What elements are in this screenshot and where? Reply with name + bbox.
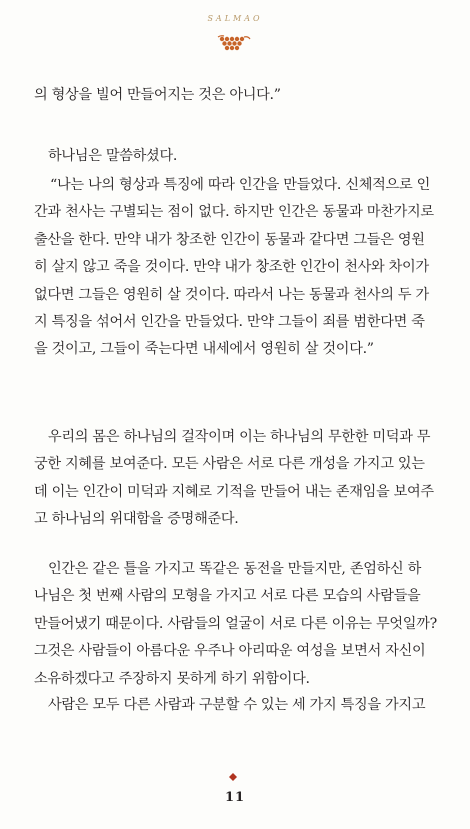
- text-line: 지 특징을 섞어서 인간을 만들었다. 만약 그들이 죄를 범한다면 죽: [34, 313, 425, 330]
- text-line: 히 살지 않고 죽을 것이다. 만약 내가 창조한 인간이 천사와 차이가: [34, 259, 429, 276]
- text-line: 출산을 한다. 만약 내가 창조한 인간이 동물과 같다면 그들은 영원: [34, 231, 425, 248]
- paragraph-god-spoke: [34, 143, 444, 170]
- text-line: 만들어냈기 때문이다. 사람들의 얼굴이 서로 다른 이유는 무엇일까?: [34, 615, 437, 632]
- grape-ornament-icon: [216, 34, 252, 52]
- paragraph-continuation: [34, 82, 444, 109]
- text-line: 하나님은 말씀하셨다.: [48, 148, 178, 164]
- paragraph-three-traits: [34, 692, 444, 719]
- paragraph-coin-mold: [34, 556, 444, 693]
- text-line: 간과 천사는 구별되는 점이 없다. 하지만 인간은 동물과 마찬가지로: [34, 204, 434, 221]
- page-number: 11: [224, 790, 246, 805]
- text-line: 소유하겠다고 주장하지 못하게 하기 위함이다.: [34, 670, 310, 687]
- text-line: 없다면 그들은 영원히 살 것이다. 따라서 나는 동물과 천사의 두 가: [34, 286, 429, 303]
- diamond-ornament-icon: [229, 773, 237, 781]
- text-line: 우리의 몸은 하나님의 걸작이며 이는 하나님의 무한한 미덕과 무: [48, 429, 431, 445]
- text-line: 데 이는 인간이 미덕과 지혜로 기적을 만들어 내는 존재임을 보여주: [34, 483, 434, 500]
- text-line: 궁한 지혜를 보여준다. 모든 사람은 서로 다른 개성을 가지고 있는: [34, 456, 425, 473]
- text-line: 을 것이고, 그들이 죽는다면 내세에서 영원히 살 것이다.”: [34, 341, 374, 358]
- text-line: 고 하나님의 위대함을 증명해준다.: [34, 511, 239, 528]
- running-head: SALMAO: [207, 14, 263, 23]
- text-line: 그것은 사람들이 아름다운 우주나 아리따운 여성을 보면서 자신이: [34, 643, 426, 660]
- text-line: 인간은 같은 틀을 가지고 똑같은 동전을 만들지만, 존엄하신 하: [48, 561, 422, 577]
- text-line: 사람은 모두 다른 사람과 구분할 수 있는 세 가지 특징을 가지고: [48, 697, 426, 713]
- paragraph-quote: [34, 172, 444, 364]
- text-line: 나님은 첫 번째 사람의 모형을 가지고 서로 다른 모습의 사람들을: [34, 588, 421, 605]
- text-line: 의 형상을 빌어 만들어지는 것은 아니다.”: [34, 87, 281, 103]
- text-line: “나는 나의 형상과 특징에 따라 인간을 만들었다. 신체적으로 인: [50, 177, 430, 193]
- paragraph-body-masterpiece: [34, 424, 444, 534]
